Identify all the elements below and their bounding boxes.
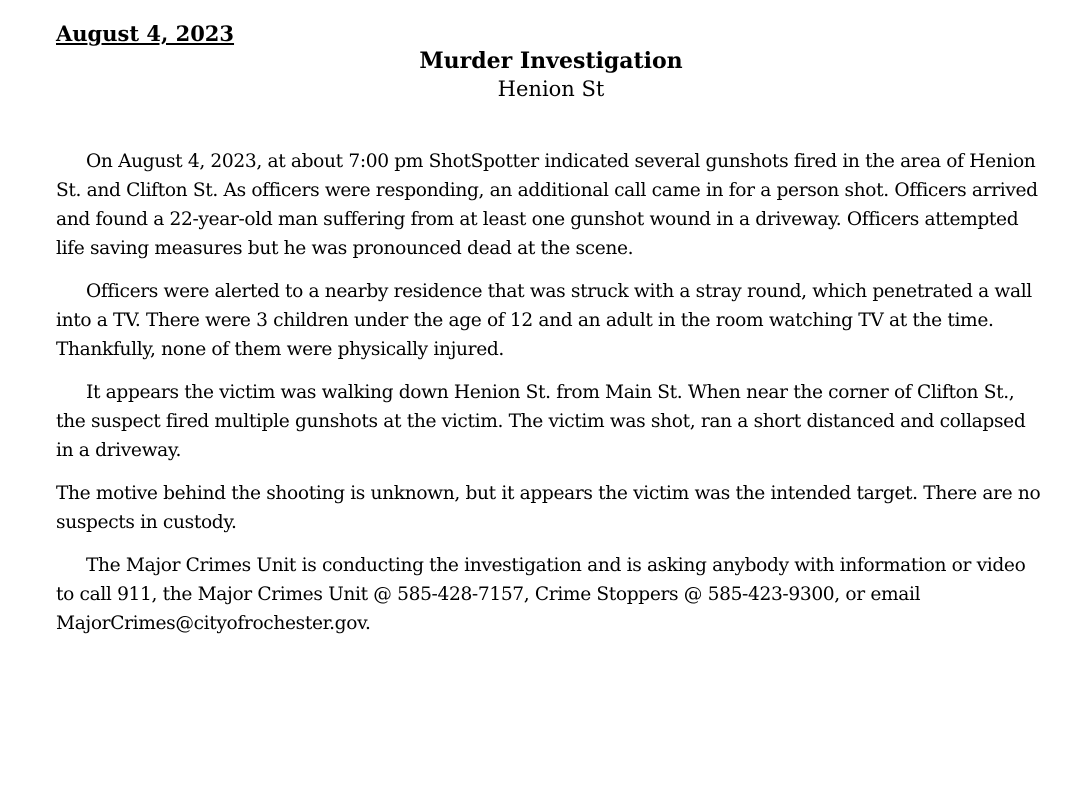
- paragraph-stray-round: Officers were alerted to a nearby residence that was struck with a stray round, which penetrated a wall into a TV. There were 3 children under the age of 12 and an adult in the room watching TV at the time. Thankfully, none of them were physically injured.: [56, 281, 1032, 360]
- release-body: [56, 147, 1046, 638]
- location-subtitle: Henion St: [497, 77, 605, 101]
- paragraph-incident: On August 4, 2023, at about 7:00 pm ShotSpotter indicated several gunshots fired in the area of Henion St. and Clifton St. As officers were responding, an additional call came in for a person shot. Officers arrived and found a 22-year-old man suffering from at least one gunshot wound in a driveway. Officers attempted life saving measures but he was pronounced dead at the scene.: [56, 151, 1038, 259]
- title-block: [56, 46, 1046, 102]
- paragraph-sequence: It appears the victim was walking down Henion St. from Main St. When near the corner of Clifton St., the suspect fired multiple gunshots at the victim. The victim was shot, ran a short distanced and collapsed in a driveway.: [56, 382, 1026, 461]
- paragraph-motive: The motive behind the shooting is unknown, but it appears the victim was the intended target. There are no suspects in custody.: [56, 483, 1041, 533]
- paragraph-contact: The Major Crimes Unit is conducting the investigation and is asking anybody with information or video to call 911, the Major Crimes Unit @ 585-428-7157, Crime Stoppers @ 585-423-9300, or email MajorCrimes@cityofrochester.gov.: [56, 555, 1026, 634]
- page-title: Murder Investigation: [419, 48, 683, 74]
- release-date: August 4, 2023: [56, 21, 235, 46]
- press-release: [56, 18, 1046, 652]
